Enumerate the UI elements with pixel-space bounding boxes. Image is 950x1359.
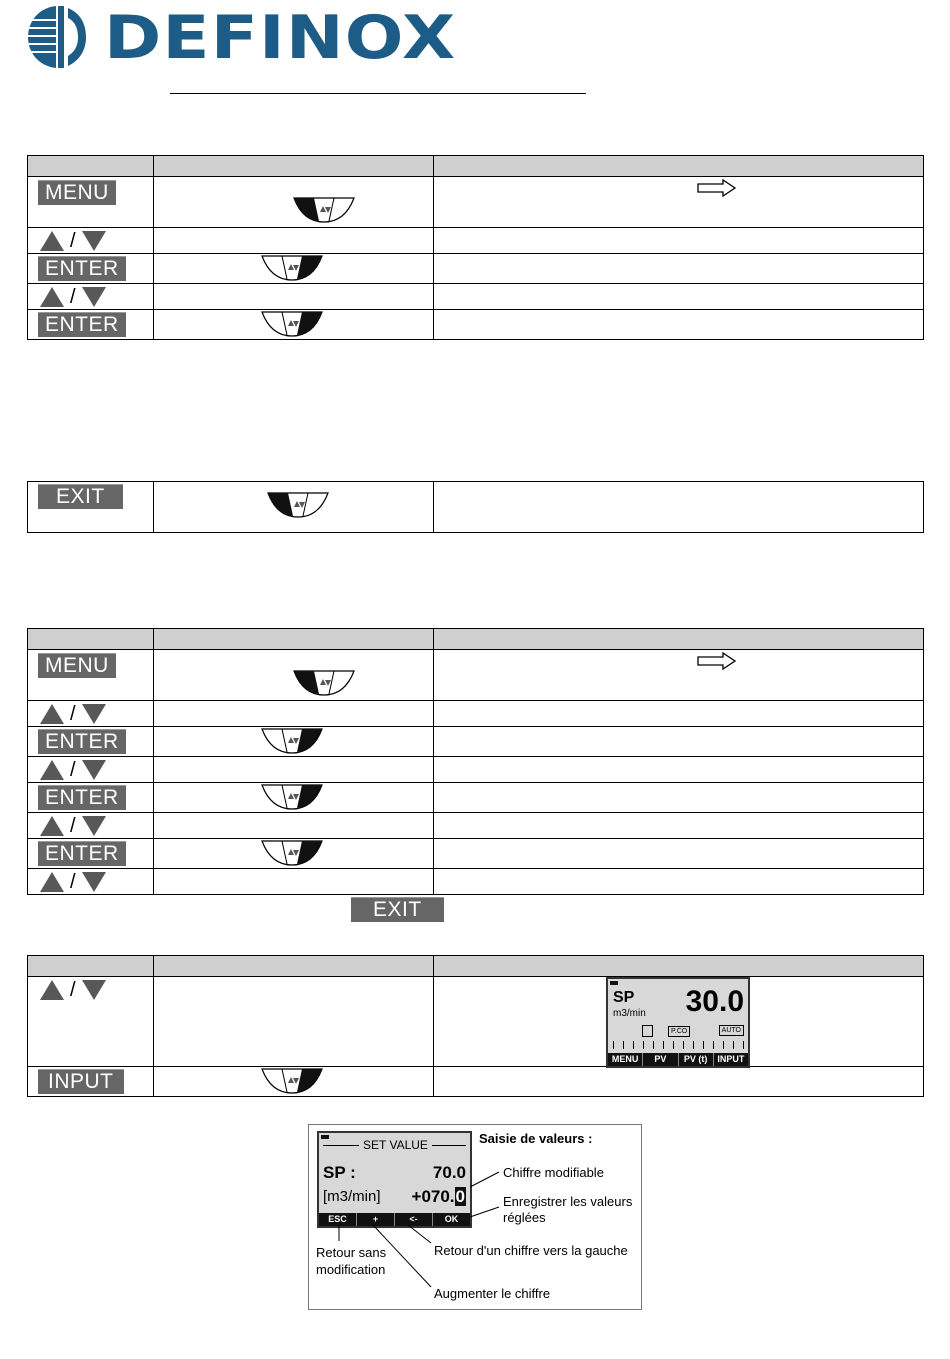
- table-row: [28, 813, 924, 839]
- set-entry-digit: 0: [455, 1187, 465, 1206]
- keypad-right-icon: [261, 1068, 323, 1094]
- table-row: [28, 1067, 924, 1097]
- separator: /: [70, 814, 76, 837]
- table-header: [154, 156, 434, 177]
- arrow-right-icon: [697, 652, 737, 670]
- up-arrow-icon: [40, 760, 64, 780]
- annotation-increase: Augmenter le chiffre: [434, 1286, 551, 1301]
- lcd-softkeys: [608, 1053, 748, 1066]
- steps-table-1: [27, 155, 924, 340]
- table-row: [28, 783, 924, 813]
- separator: /: [70, 285, 76, 308]
- separator: /: [70, 870, 76, 893]
- annotation-save: Enregistrer les valeurs réglées: [503, 1194, 633, 1225]
- keypad-right-icon: [261, 784, 323, 810]
- updown-keys: [40, 872, 153, 892]
- header-rule: [170, 93, 586, 94]
- annotation-back-1: Retour sans: [316, 1245, 387, 1260]
- enter-key: ENTER: [38, 785, 126, 810]
- table-header: [28, 156, 154, 177]
- brand-name: DEFINOX: [104, 3, 457, 73]
- table-row: [28, 757, 924, 783]
- softkey-pv-t: PV (t): [678, 1053, 713, 1066]
- exit-table: [27, 481, 924, 533]
- table-header: [434, 156, 924, 177]
- table-row: [28, 701, 924, 727]
- up-arrow-icon: [40, 980, 64, 1000]
- enter-key: ENTER: [38, 312, 126, 337]
- input-key: INPUT: [38, 1069, 124, 1094]
- lcd-label: SP: [613, 989, 635, 1006]
- table-row: [28, 254, 924, 284]
- set-unit: [m3/min]: [323, 1188, 381, 1205]
- table-row: [28, 650, 924, 701]
- keypad-right-icon: [261, 311, 323, 337]
- table-header: [28, 629, 154, 650]
- definox-emblem-icon: [26, 4, 88, 70]
- menu-key: MENU: [38, 180, 116, 205]
- down-arrow-icon: [82, 287, 106, 307]
- separator: /: [70, 979, 76, 1001]
- softkey-ok: OK: [432, 1213, 470, 1226]
- table-header: [434, 629, 924, 650]
- enter-key: ENTER: [38, 256, 126, 281]
- menu-key: MENU: [38, 653, 116, 678]
- softkey-pv: PV: [642, 1053, 677, 1066]
- updown-keys: [40, 816, 153, 836]
- table-row: [28, 482, 924, 533]
- bargraph-scale: [613, 1041, 744, 1049]
- exit-key: EXIT: [351, 897, 444, 922]
- down-arrow-icon: [82, 760, 106, 780]
- enter-key: ENTER: [38, 841, 126, 866]
- softkey-esc: ESC: [328, 1214, 347, 1224]
- keypad-left-icon: [293, 670, 355, 696]
- table-row: [28, 869, 924, 895]
- up-arrow-icon: [40, 287, 64, 307]
- auto-icon: AUTO: [719, 1025, 744, 1036]
- down-arrow-icon: [82, 704, 106, 724]
- table-row: [28, 177, 924, 228]
- signal-indicator: [610, 981, 618, 985]
- table-header: [154, 629, 434, 650]
- annotation-left: Retour d'un chiffre vers la gauche: [434, 1243, 628, 1258]
- keypad-right-icon: [261, 255, 323, 281]
- table-header: [434, 956, 924, 977]
- keypad-left-icon: [293, 197, 355, 223]
- enter-key: ENTER: [38, 729, 126, 754]
- hand-icon: [642, 1025, 653, 1037]
- table-row: [28, 727, 924, 757]
- table-row: [28, 284, 924, 310]
- lcd-value: 30.0: [685, 985, 744, 1018]
- softkey-plus: +: [356, 1213, 394, 1226]
- table-header: [28, 956, 154, 977]
- updown-keys: [40, 704, 153, 724]
- softkey-input: INPUT: [713, 1053, 748, 1066]
- table-row: [28, 977, 924, 1067]
- up-arrow-icon: [40, 231, 64, 251]
- set-value-figure: [308, 1124, 642, 1310]
- up-arrow-icon: [40, 704, 64, 724]
- keypad-right-icon: [261, 840, 323, 866]
- p-co-icon: P.CO: [668, 1026, 690, 1037]
- down-arrow-icon: [82, 980, 106, 1000]
- table-header: [154, 956, 434, 977]
- exit-key: EXIT: [38, 484, 123, 509]
- keypad-right-icon: [261, 728, 323, 754]
- annotation-heading: Saisie de valeurs :: [479, 1131, 593, 1146]
- steps-table-3: [27, 955, 924, 1097]
- separator: /: [70, 702, 76, 725]
- down-arrow-icon: [82, 231, 106, 251]
- steps-table-2: [27, 628, 924, 895]
- down-arrow-icon: [82, 872, 106, 892]
- annotation-back-2: modification: [316, 1262, 386, 1277]
- keypad-left-icon: [267, 492, 329, 518]
- table-row: [28, 310, 924, 340]
- lcd-main-screen: [606, 977, 750, 1068]
- softkey-left: <-: [394, 1213, 432, 1226]
- annotation-digit: Chiffre modifiable: [503, 1165, 604, 1180]
- set-entry-prefix: +070.: [411, 1187, 455, 1206]
- arrow-right-icon: [697, 179, 737, 197]
- logo: [26, 3, 457, 73]
- updown-keys: [40, 287, 153, 307]
- set-title: SET VALUE: [359, 1138, 432, 1152]
- up-arrow-icon: [40, 816, 64, 836]
- set-current: 70.0: [432, 1163, 466, 1182]
- separator: /: [70, 229, 76, 252]
- table-row: [28, 839, 924, 869]
- up-arrow-icon: [40, 872, 64, 892]
- updown-keys: [40, 760, 153, 780]
- set-label: SP :: [323, 1163, 356, 1182]
- table-row: [28, 228, 924, 254]
- exit-key-inline-wrap: [351, 897, 444, 922]
- softkey-menu: MENU: [611, 1054, 639, 1064]
- updown-keys: [40, 231, 153, 251]
- separator: /: [70, 758, 76, 781]
- updown-keys: [40, 980, 153, 1000]
- down-arrow-icon: [82, 816, 106, 836]
- lcd-unit: m3/min: [613, 1008, 646, 1019]
